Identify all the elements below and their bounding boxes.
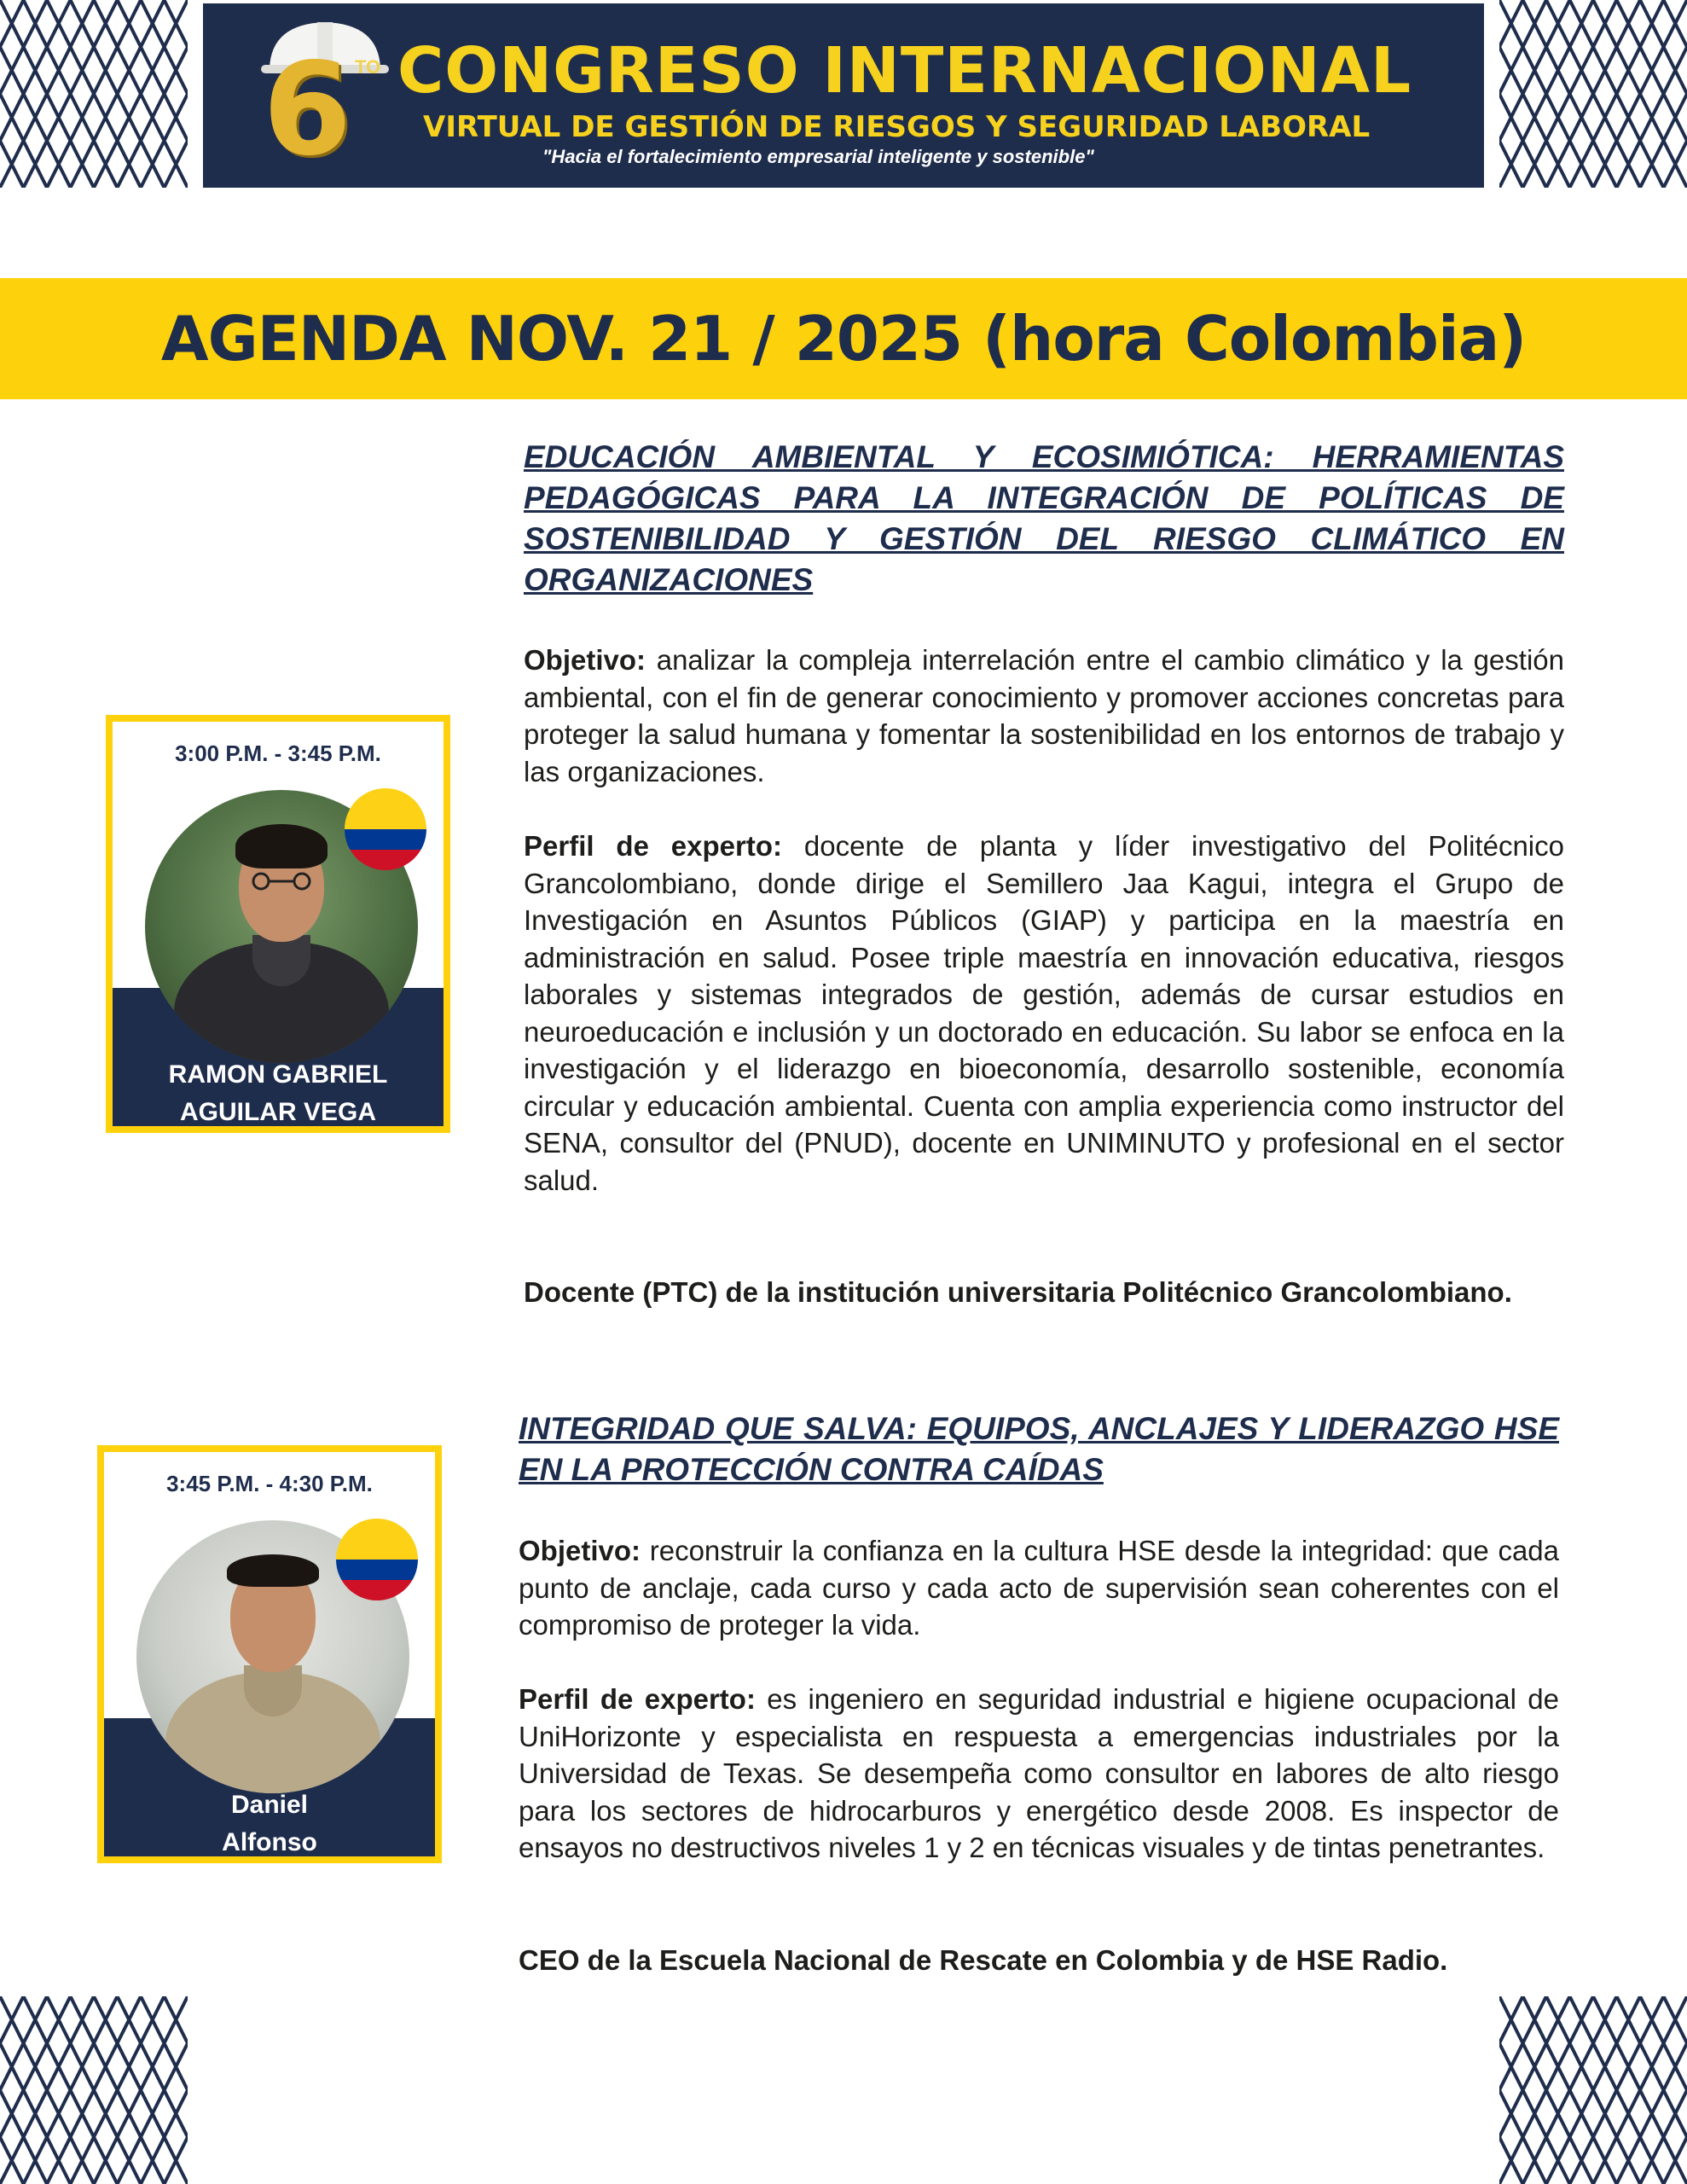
speaker-name — [104, 1786, 435, 1862]
corner-pattern-bottom-right — [1499, 1996, 1687, 2184]
corner-pattern-top-right — [1499, 0, 1687, 188]
session-objective-1 — [524, 642, 1564, 790]
session-title-2: INTEGRIDAD QUE SALVA: EQUIPOS, ANCLAJES Y LIDERAZGO HSE EN LA PROTECCIÓN CONTRA CAÍDAS — [519, 1411, 1559, 1487]
speaker-name-line2: Alfonso — [222, 1828, 317, 1856]
session-profile-1 — [524, 828, 1564, 1199]
objective-label: Objetivo: — [524, 644, 646, 676]
banner-tagline: "Hacia el fortalecimiento empresarial inteligente y sostenible" — [542, 146, 1094, 167]
agenda-bar — [0, 278, 1687, 399]
session-objective-2 — [519, 1532, 1559, 1644]
edition-ordinal: TO — [355, 56, 381, 78]
session-time: 3:45 P.M. - 4:30 P.M. — [166, 1471, 373, 1496]
agenda-title: AGENDA NOV. 21 / 2025 (hora Colombia) — [160, 303, 1527, 375]
speaker-name — [113, 1056, 443, 1131]
edition-number: 6 — [263, 36, 352, 184]
colombia-flag-icon — [336, 1519, 418, 1600]
session-closing-2: CEO de la Escuela Nacional de Rescate en Colombia y de HSE Radio. — [519, 1944, 1448, 1976]
speaker-card-1 — [106, 715, 450, 1133]
corner-pattern-top-left — [0, 0, 188, 188]
objective-label: Objetivo: — [519, 1535, 641, 1566]
session-closing-1: Docente (PTC) de la institución universitaria Politécnico Grancolombiano. — [524, 1276, 1512, 1308]
session-title-1: EDUCACIÓN AMBIENTAL Y ECOSIMIÓTICA: HERRAMIENTAS PEDAGÓGICAS PARA LA INTEGRACIÓN DE POLÍTICAS DE SOSTENIBILIDAD Y GESTIÓN DEL RIESGO CLIMÁTICO EN ORGANIZACIONES — [524, 439, 1564, 597]
objective-text: analizar la compleja interrelación entre el cambio climático y la gestión ambiental, con el fin de generar conocimiento y promover acciones concretas para proteger la salud humana y fomentar la sostenibilidad en los entornos de trabajo y las organizaciones. — [524, 644, 1564, 787]
speaker-card-2 — [97, 1445, 442, 1863]
speaker-name-line1: RAMON GABRIEL — [168, 1060, 388, 1089]
corner-pattern-bottom-left — [0, 1996, 188, 2184]
glasses-icon — [244, 872, 319, 891]
speaker-name-line1: Daniel — [230, 1791, 309, 1819]
profile-text: es ingeniero en seguridad industrial e higiene ocupacional de UniHorizonte y especialista en respuesta a emergencias industriales por la Universidad de Texas. Se desempeña como consultor en labores de alto riesgo para los sectores de hidrocarburos y energético desde 2008. Es inspector de ensayos no destructivos niveles 1 y 2 en técnicas visuales y de tintas penetrantes. — [519, 1683, 1559, 1863]
banner-subtitle: VIRTUAL DE GESTIÓN DE RIESGOS Y SEGURIDAD LABORAL — [423, 110, 1371, 144]
profile-label: Perfil de experto: — [519, 1683, 756, 1715]
objective-text: reconstruir la confianza en la cultura HSE desde la integridad: que cada punto de anclaje, cada curso y cada acto de supervisión sean coherentes con el compromiso de proteger la vida. — [519, 1535, 1559, 1641]
profile-label: Perfil de experto: — [524, 830, 782, 862]
colombia-flag-icon — [345, 788, 426, 870]
speaker-name-line2: AGUILAR VEGA — [179, 1098, 376, 1126]
profile-text: docente de planta y líder investigativo del Politécnico Grancolombiano, donde dirige el Semillero Jaa Kagui, integra el Grupo de Investigación en Asuntos Públicos (GIAP) y participa en la maestría en administración en salud. Posee triple maestría en innovación educativa, riesgos laborales y sistemas integrados de gestión, además de cursar estudios en neuroeducación e inclusión y un doctorado en educación. Su labor se enfoca en la investigación y el liderazgo en bioeconomía, desarrollo sostenible, economía circular y educación ambiental. Cuenta con amplia experiencia como instructor del SENA, consultor del (PNUD), docente en UNIMINUTO y profesional en el sector salud. — [524, 830, 1564, 1196]
session-time: 3:00 P.M. - 3:45 P.M. — [175, 741, 381, 766]
session-profile-2 — [519, 1681, 1559, 1867]
banner-title: CONGRESO INTERNACIONAL — [397, 34, 1412, 107]
congress-banner — [203, 3, 1484, 188]
